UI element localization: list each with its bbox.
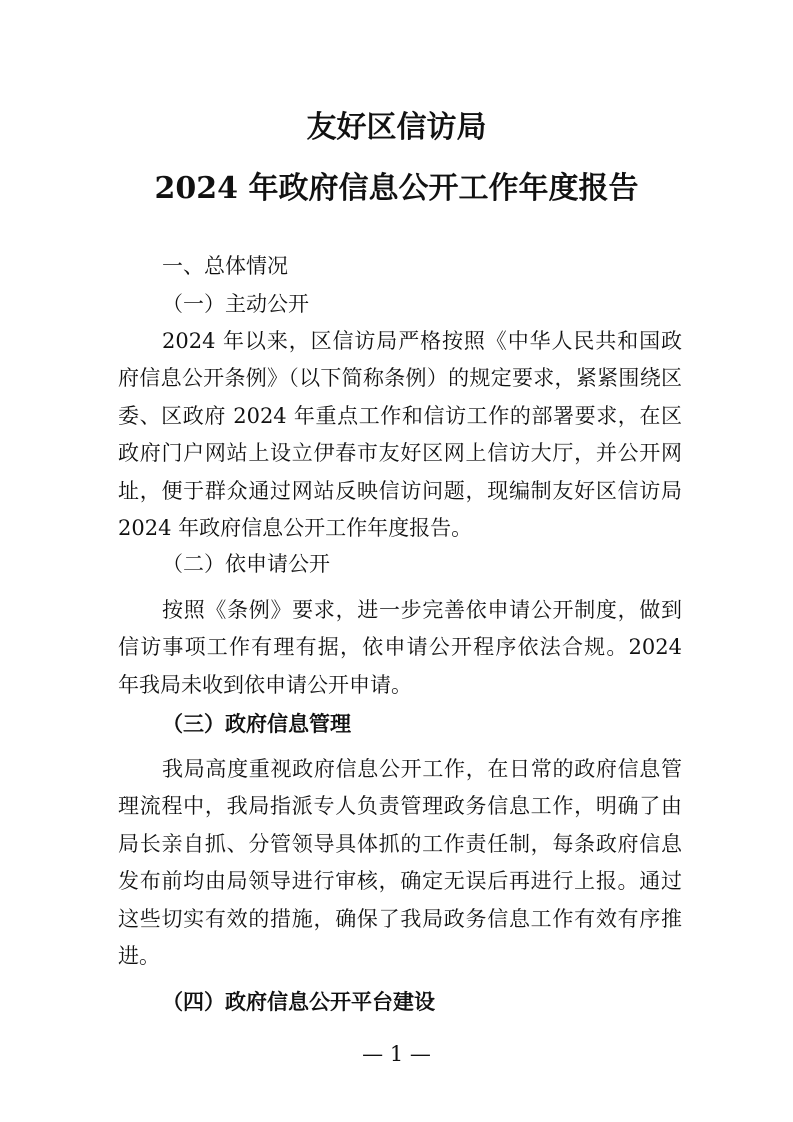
- section-heading-proactive-disclosure: （一）主动公开: [162, 292, 309, 316]
- section-heading-information-management: （三）政府信息管理: [162, 711, 351, 736]
- paragraph-information-management: 我局高度重视政府信息公开工作，在日常的政府信息管理流程中，我局指派专人负责管理政务信息工作，明确了由局长亲自抓、分管领导具体抓的工作责任制，每条政府信息发布前均由局领导进行审核，确定无误后再进行上报。通过这些切实有效的措施，确保了我局政务信息工作有效有序推进。: [118, 757, 682, 969]
- paragraph-proactive-disclosure: 2024 年以来，区信访局严格按照《中华人民共和国政府信息公开条例》（以下简称条例）的规定要求，紧紧围绕区委、区政府 2024 年重点工作和信访工作的部署要求，在区政府门户网站上设立伊春市友好区网上信访大厅，并公开网址，便于群众通过网站反映信访问题，现编制友好区信访局 2024 年政府信息公开工作年度报告。: [118, 329, 682, 541]
- section-heading-disclosure-on-request: （二）依申请公开: [162, 552, 330, 576]
- document-subtitle: 2024 年政府信息公开工作年度报告: [154, 171, 639, 206]
- page-number: — 1 —: [362, 1042, 431, 1066]
- section-heading-overall: 一、总体情况: [162, 254, 288, 278]
- paragraph-disclosure-on-request: 按照《条例》要求，进一步完善依申请公开制度，做到信访事项工作有理有据，依申请公开程序依法合规。2024 年我局未收到依申请公开申请。: [118, 598, 682, 697]
- section-heading-platform-construction: （四）政府信息公开平台建设: [162, 989, 435, 1014]
- document-title: 友好区信访局: [306, 110, 487, 145]
